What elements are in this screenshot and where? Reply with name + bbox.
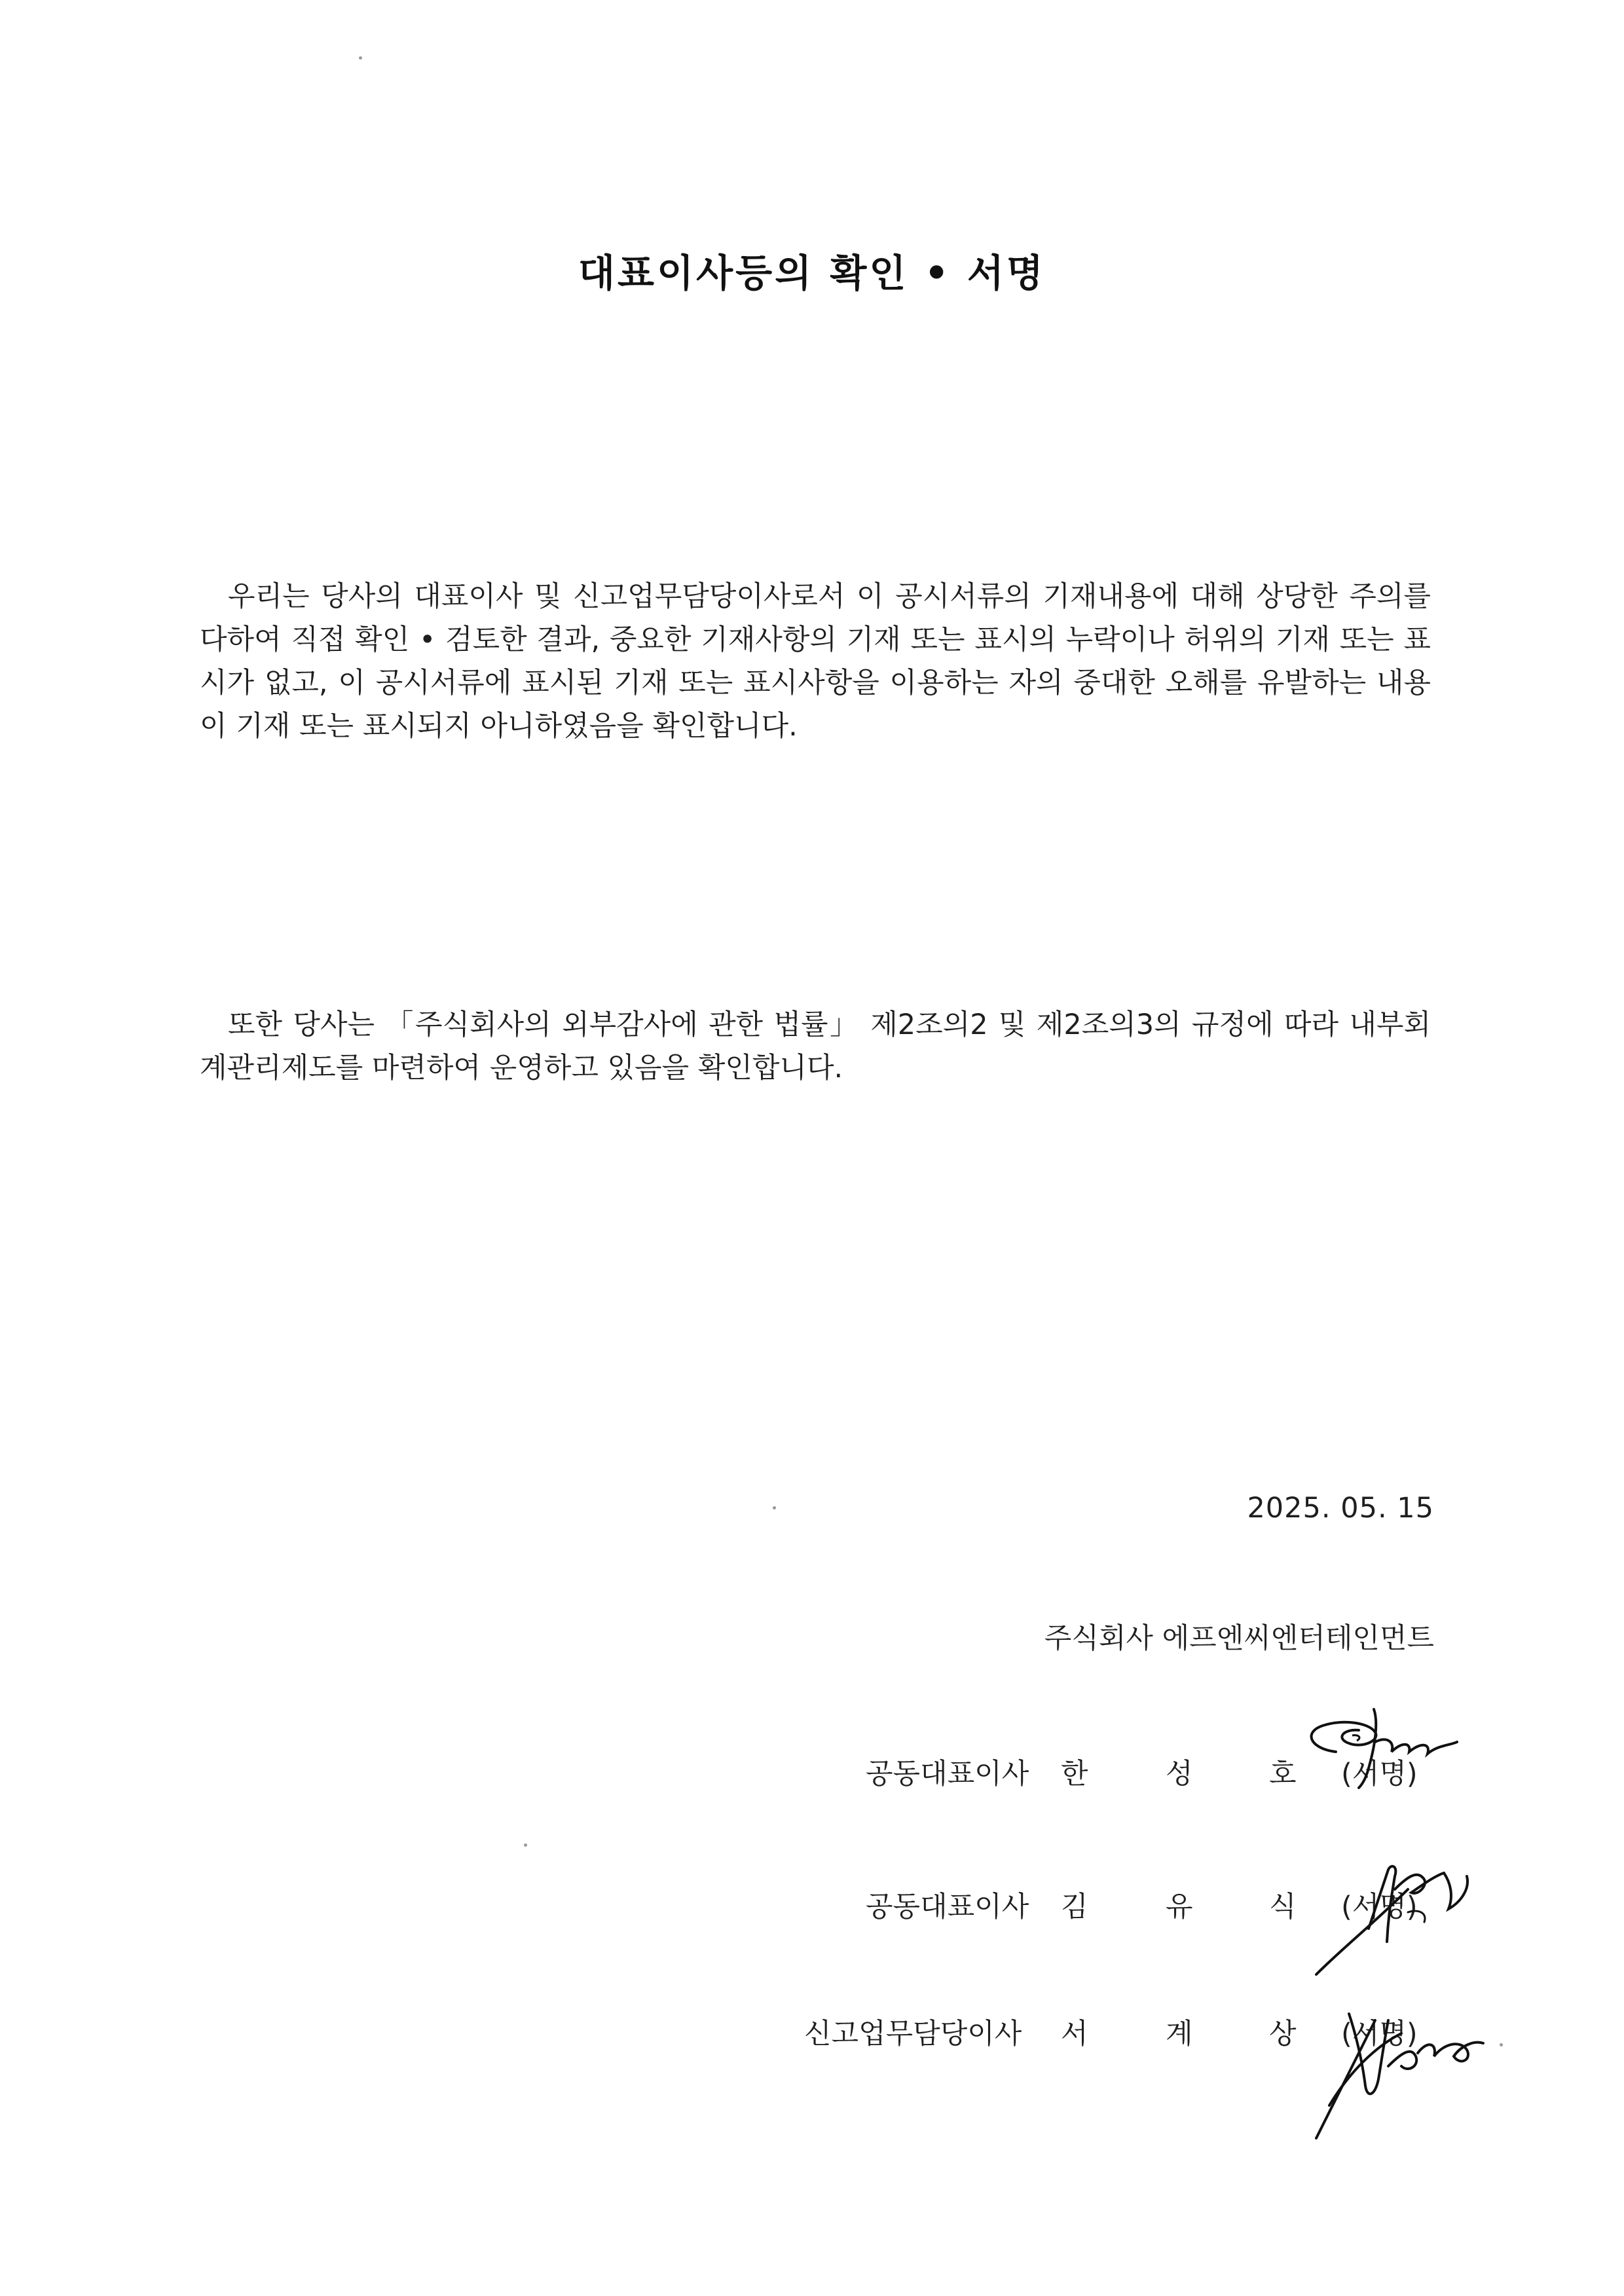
signer-name-char: 호 [1269, 1758, 1297, 1790]
signer-role: 공동대표이사 [866, 1891, 1029, 1923]
signer-name-char: 한 [1061, 1758, 1088, 1790]
signer-name-char: 계 [1166, 2018, 1193, 2050]
company-name: 주식회사 에프엔씨엔터테인먼트 [1044, 1622, 1434, 1655]
signature-label: (서명) [1341, 2018, 1418, 2050]
signer-name-char: 성 [1166, 1758, 1193, 1790]
signer-role: 신고업무담당이사 [804, 2018, 1022, 2050]
signer-row [0, 2012, 1624, 2051]
document-title: 대표이사등의 확인 • 서명 [578, 251, 1046, 295]
scan-speck [773, 1506, 776, 1509]
confirmation-paragraph: 우리는 당사의 대표이사 및 신고업무담당이사로서 이 공시서류의 기재내용에 대해 상당한 주의를 다하여 직접 확인 • 검토한 결과, 중요한 기재사항의 기재 또는 표시의 누락이나 허위의 기재 또는 표시가 없고, 이 공시서류에 표시된 기재 또는 표시사항을 이용하는 자의 중대한 오해를 유발하는 내용이 기재 또는 표시되지 아니하였음을 확인합니다. [200, 580, 1431, 743]
scan-speck [359, 56, 362, 60]
signer-name-char: 상 [1269, 2018, 1297, 2050]
signer-row [0, 1885, 1624, 1924]
internal-control-paragraph: 또한 당사는 「주식회사의 외부감사에 관한 법률」 제2조의2 및 제2조의3의 규정에 따라 내부회계관리제도를 마련하여 운영하고 있음을 확인합니다. [200, 1009, 1431, 1084]
signer-name-char: 유 [1166, 1891, 1193, 1923]
handwritten-signature [1303, 1974, 1500, 2145]
signer-role: 공동대표이사 [866, 1758, 1029, 1790]
signature-label: (서명) [1341, 1891, 1418, 1923]
signature-label: (서명) [1341, 1758, 1418, 1790]
scan-speck [524, 1843, 527, 1847]
signer-name-char: 식 [1269, 1891, 1297, 1923]
signer-name-char: 김 [1061, 1891, 1088, 1923]
signer-row [0, 1752, 1624, 1791]
signer-name-char: 서 [1061, 2018, 1088, 2050]
document-date: 2025. 05. 15 [1247, 1492, 1434, 1525]
